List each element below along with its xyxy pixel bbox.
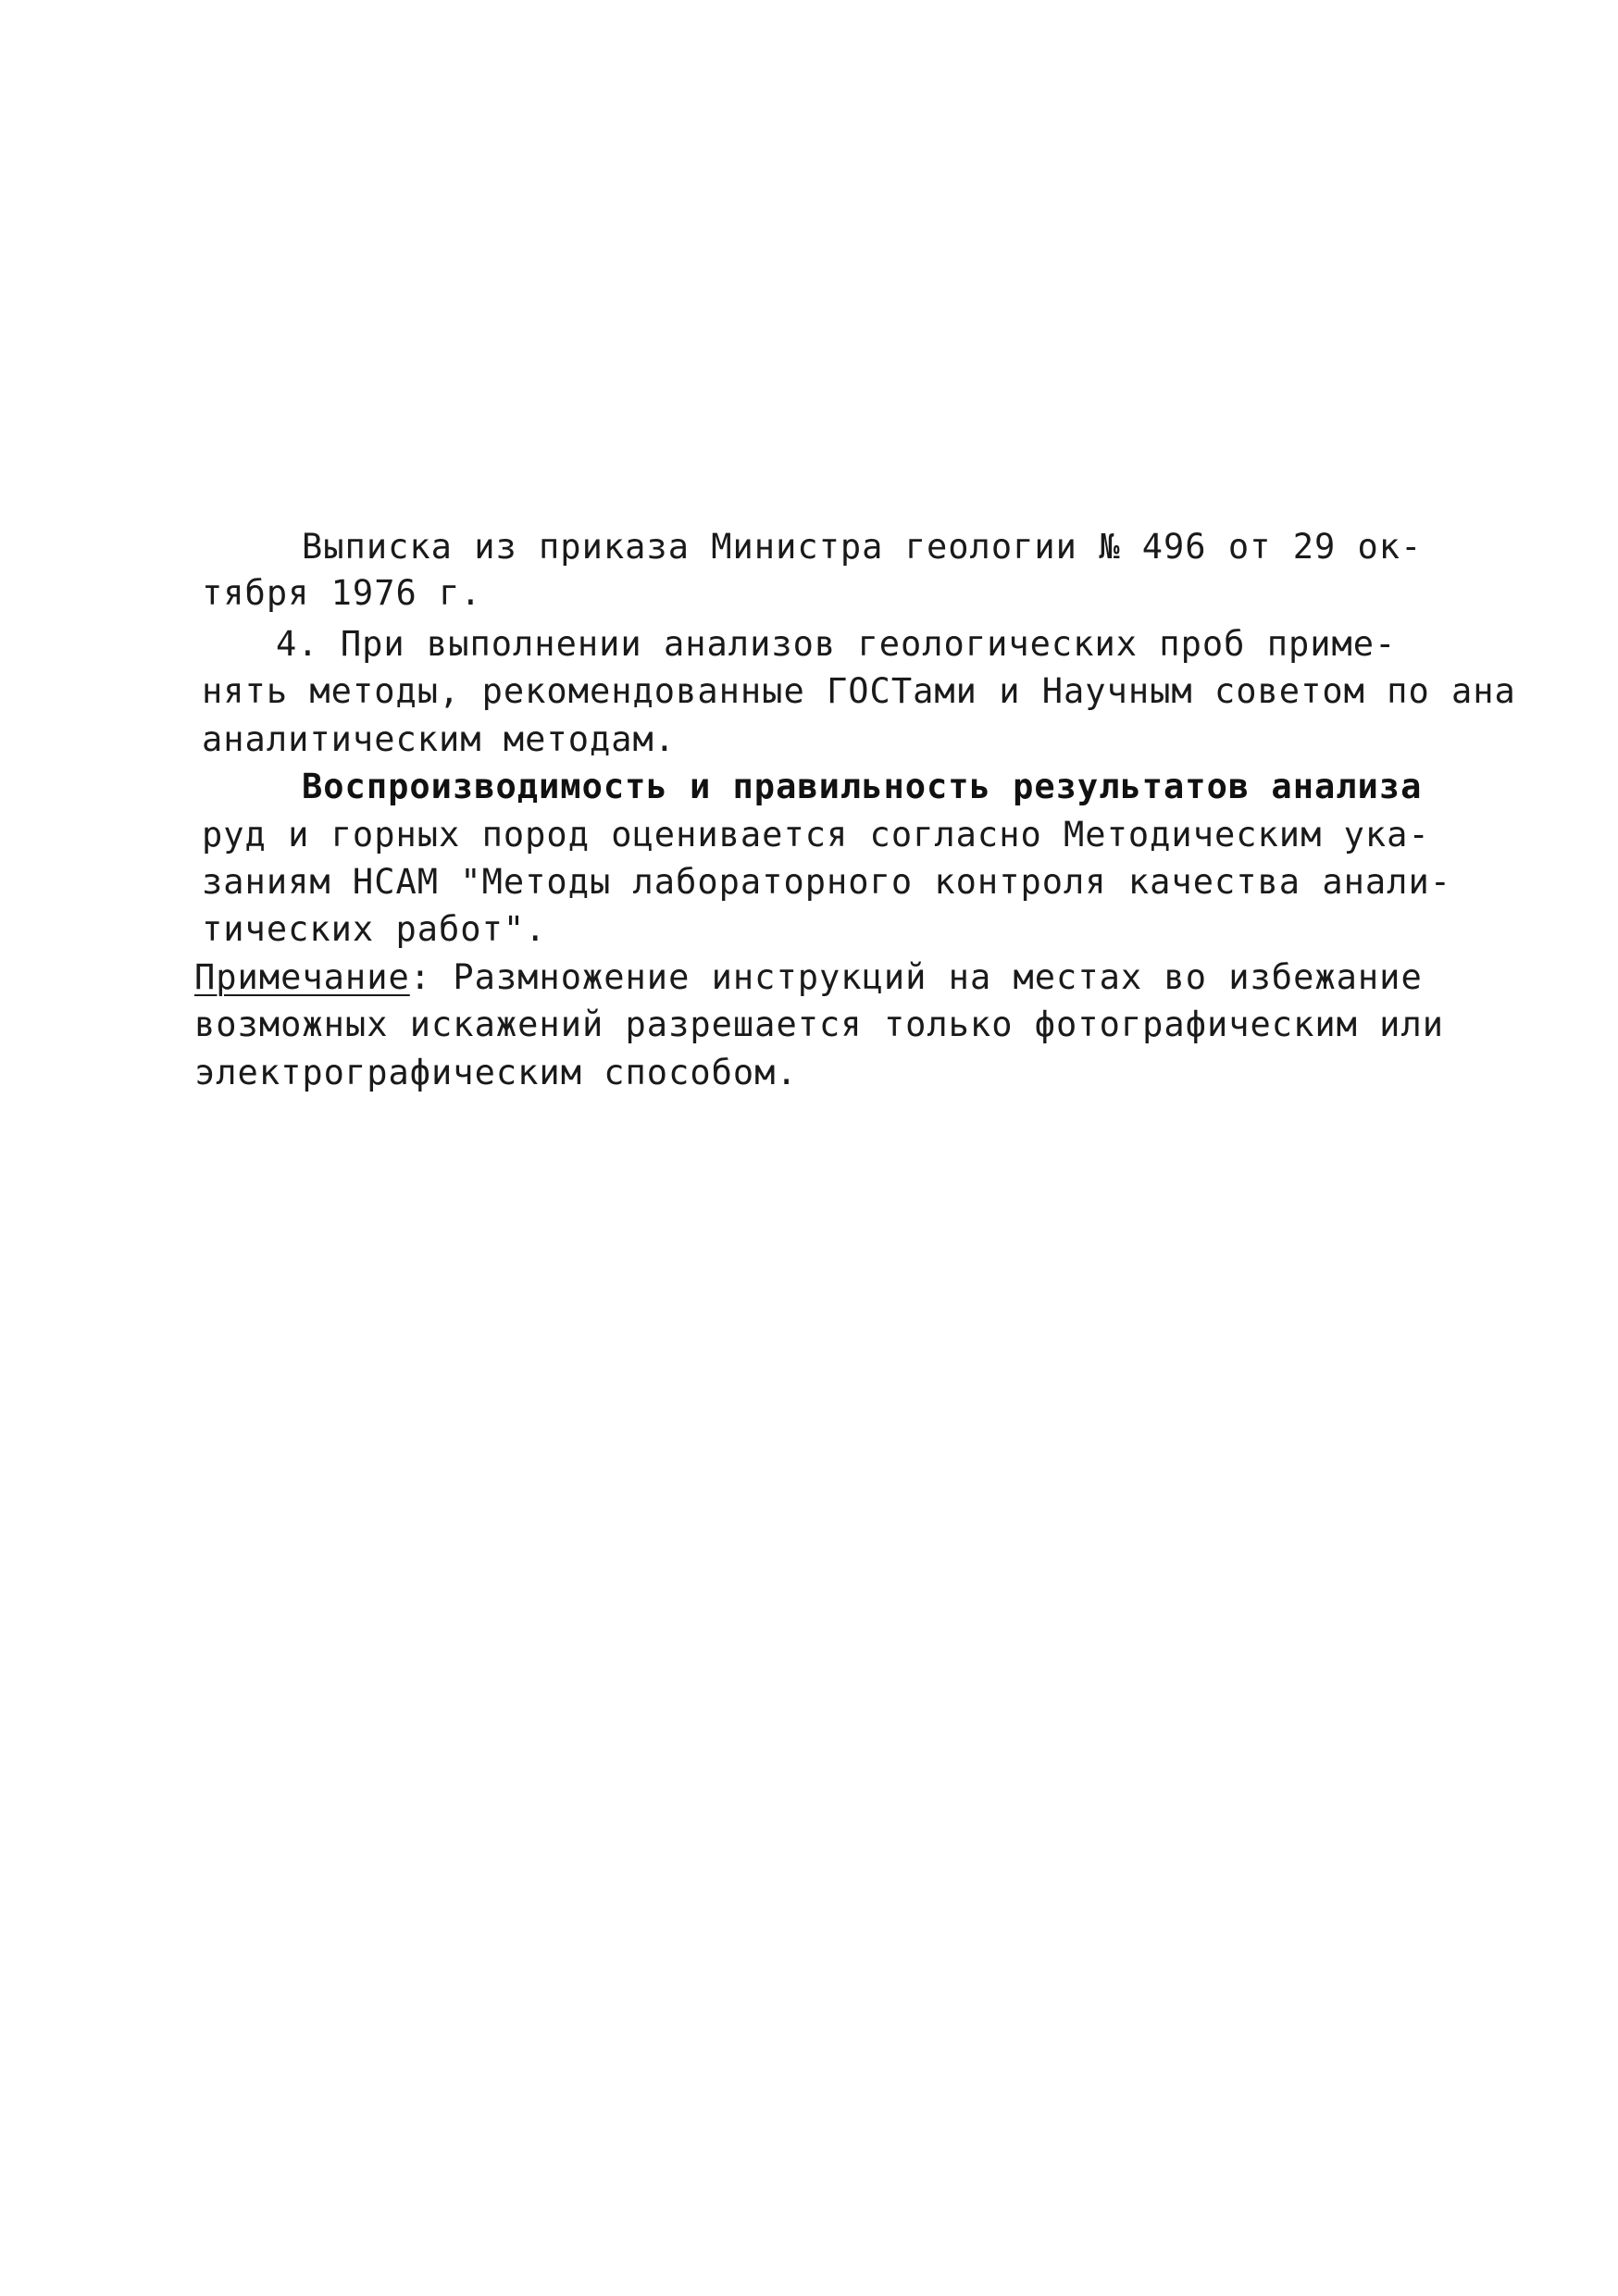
paragraph-2-line-2: руд и горных пород оценивается согласно Методическим ука- <box>202 815 1430 855</box>
paragraph-2-line-3: заниям НСАМ "Методы лабораторного контроля качества анали- <box>202 862 1452 902</box>
paragraph-1-line-2: нять методы, рекомендованные ГОСТами и Научным советом по ана <box>202 671 1516 711</box>
note-label: Примечание <box>194 957 410 997</box>
paragraph-1-line-3: аналитическим методам. <box>202 719 677 759</box>
heading-line-2: тября 1976 г. <box>202 573 482 613</box>
heading-line-1: Выписка из приказа Министра геологии № 496 от 29 ок- <box>302 527 1423 567</box>
note-line-3: электрографическим способом. <box>194 1053 798 1092</box>
paragraph-2-line-4: тических работ". <box>202 909 547 949</box>
note-line-1 <box>194 957 1423 997</box>
note-line-1-text: : Размножение инструкций на местах во избежание <box>409 957 1423 997</box>
paragraph-1-line-1: 4. При выполнении анализов геологических проб приме- <box>276 624 1397 664</box>
paragraph-2-line-1: Воспроизводимость и правильность результатов анализа <box>302 767 1423 806</box>
note-line-2: возможных искажений разрешается только фотографическим или <box>194 1004 1445 1044</box>
